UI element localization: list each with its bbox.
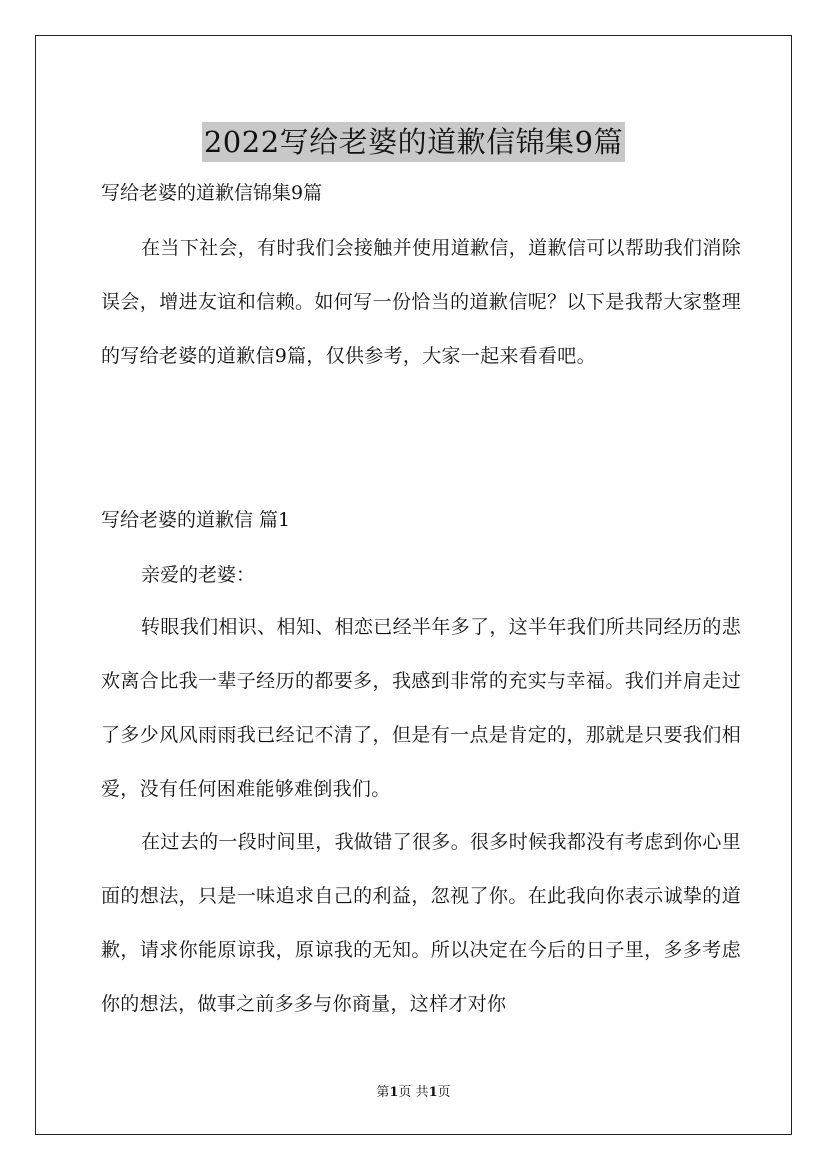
page-footer (0, 1084, 827, 1102)
footer-mid: 页 共 (398, 1085, 429, 1100)
footer-suffix: 页 (437, 1085, 451, 1100)
intro-paragraph: 在当下社会，有时我们会接触并使用道歉信，道歉信可以帮助我们消除误会，增进友谊和信赖。如何写一份恰当的道歉信呢？以下是我帮大家整理的写给老婆的道歉信9篇，仅供参考，大家一起来看看吧。 (101, 237, 741, 367)
body-paragraph: 转眼我们相识、相知、相恋已经半年多了，这半年我们所共同经历的悲欢离合比我一辈子经历的都要多，我感到非常的充实与幸福。我们并肩走过了多少风风雨雨我已经记不清了，但是有一点是肯定的，那就是只要我们相爱，没有任何困难能够难倒我们。 (101, 616, 741, 800)
salutation: 亲爱的老婆： (141, 564, 256, 586)
document-subtitle: 写给老婆的道歉信锦集9篇 (101, 182, 323, 204)
document-title: 2022写给老婆的道歉信锦集9篇 (202, 122, 625, 162)
body-paragraph: 在过去的一段时间里，我做错了很多。很多时候我都没有考虑到你心里面的想法，只是一味追求自己的利益，忽视了你。在此我向你表示诚挚的道歉，请求你能原谅我，原谅我的无知。所以决定在今后的日子里，多多考虑你的想法，做事之前多多与你商量，这样才对你 (101, 831, 741, 1015)
section-heading: 写给老婆的道歉信 篇1 (101, 509, 291, 531)
title-container (0, 103, 827, 182)
footer-page-number: 1 (389, 1085, 399, 1100)
footer-total-pages: 1 (428, 1085, 438, 1100)
footer-prefix: 第 (376, 1085, 390, 1100)
